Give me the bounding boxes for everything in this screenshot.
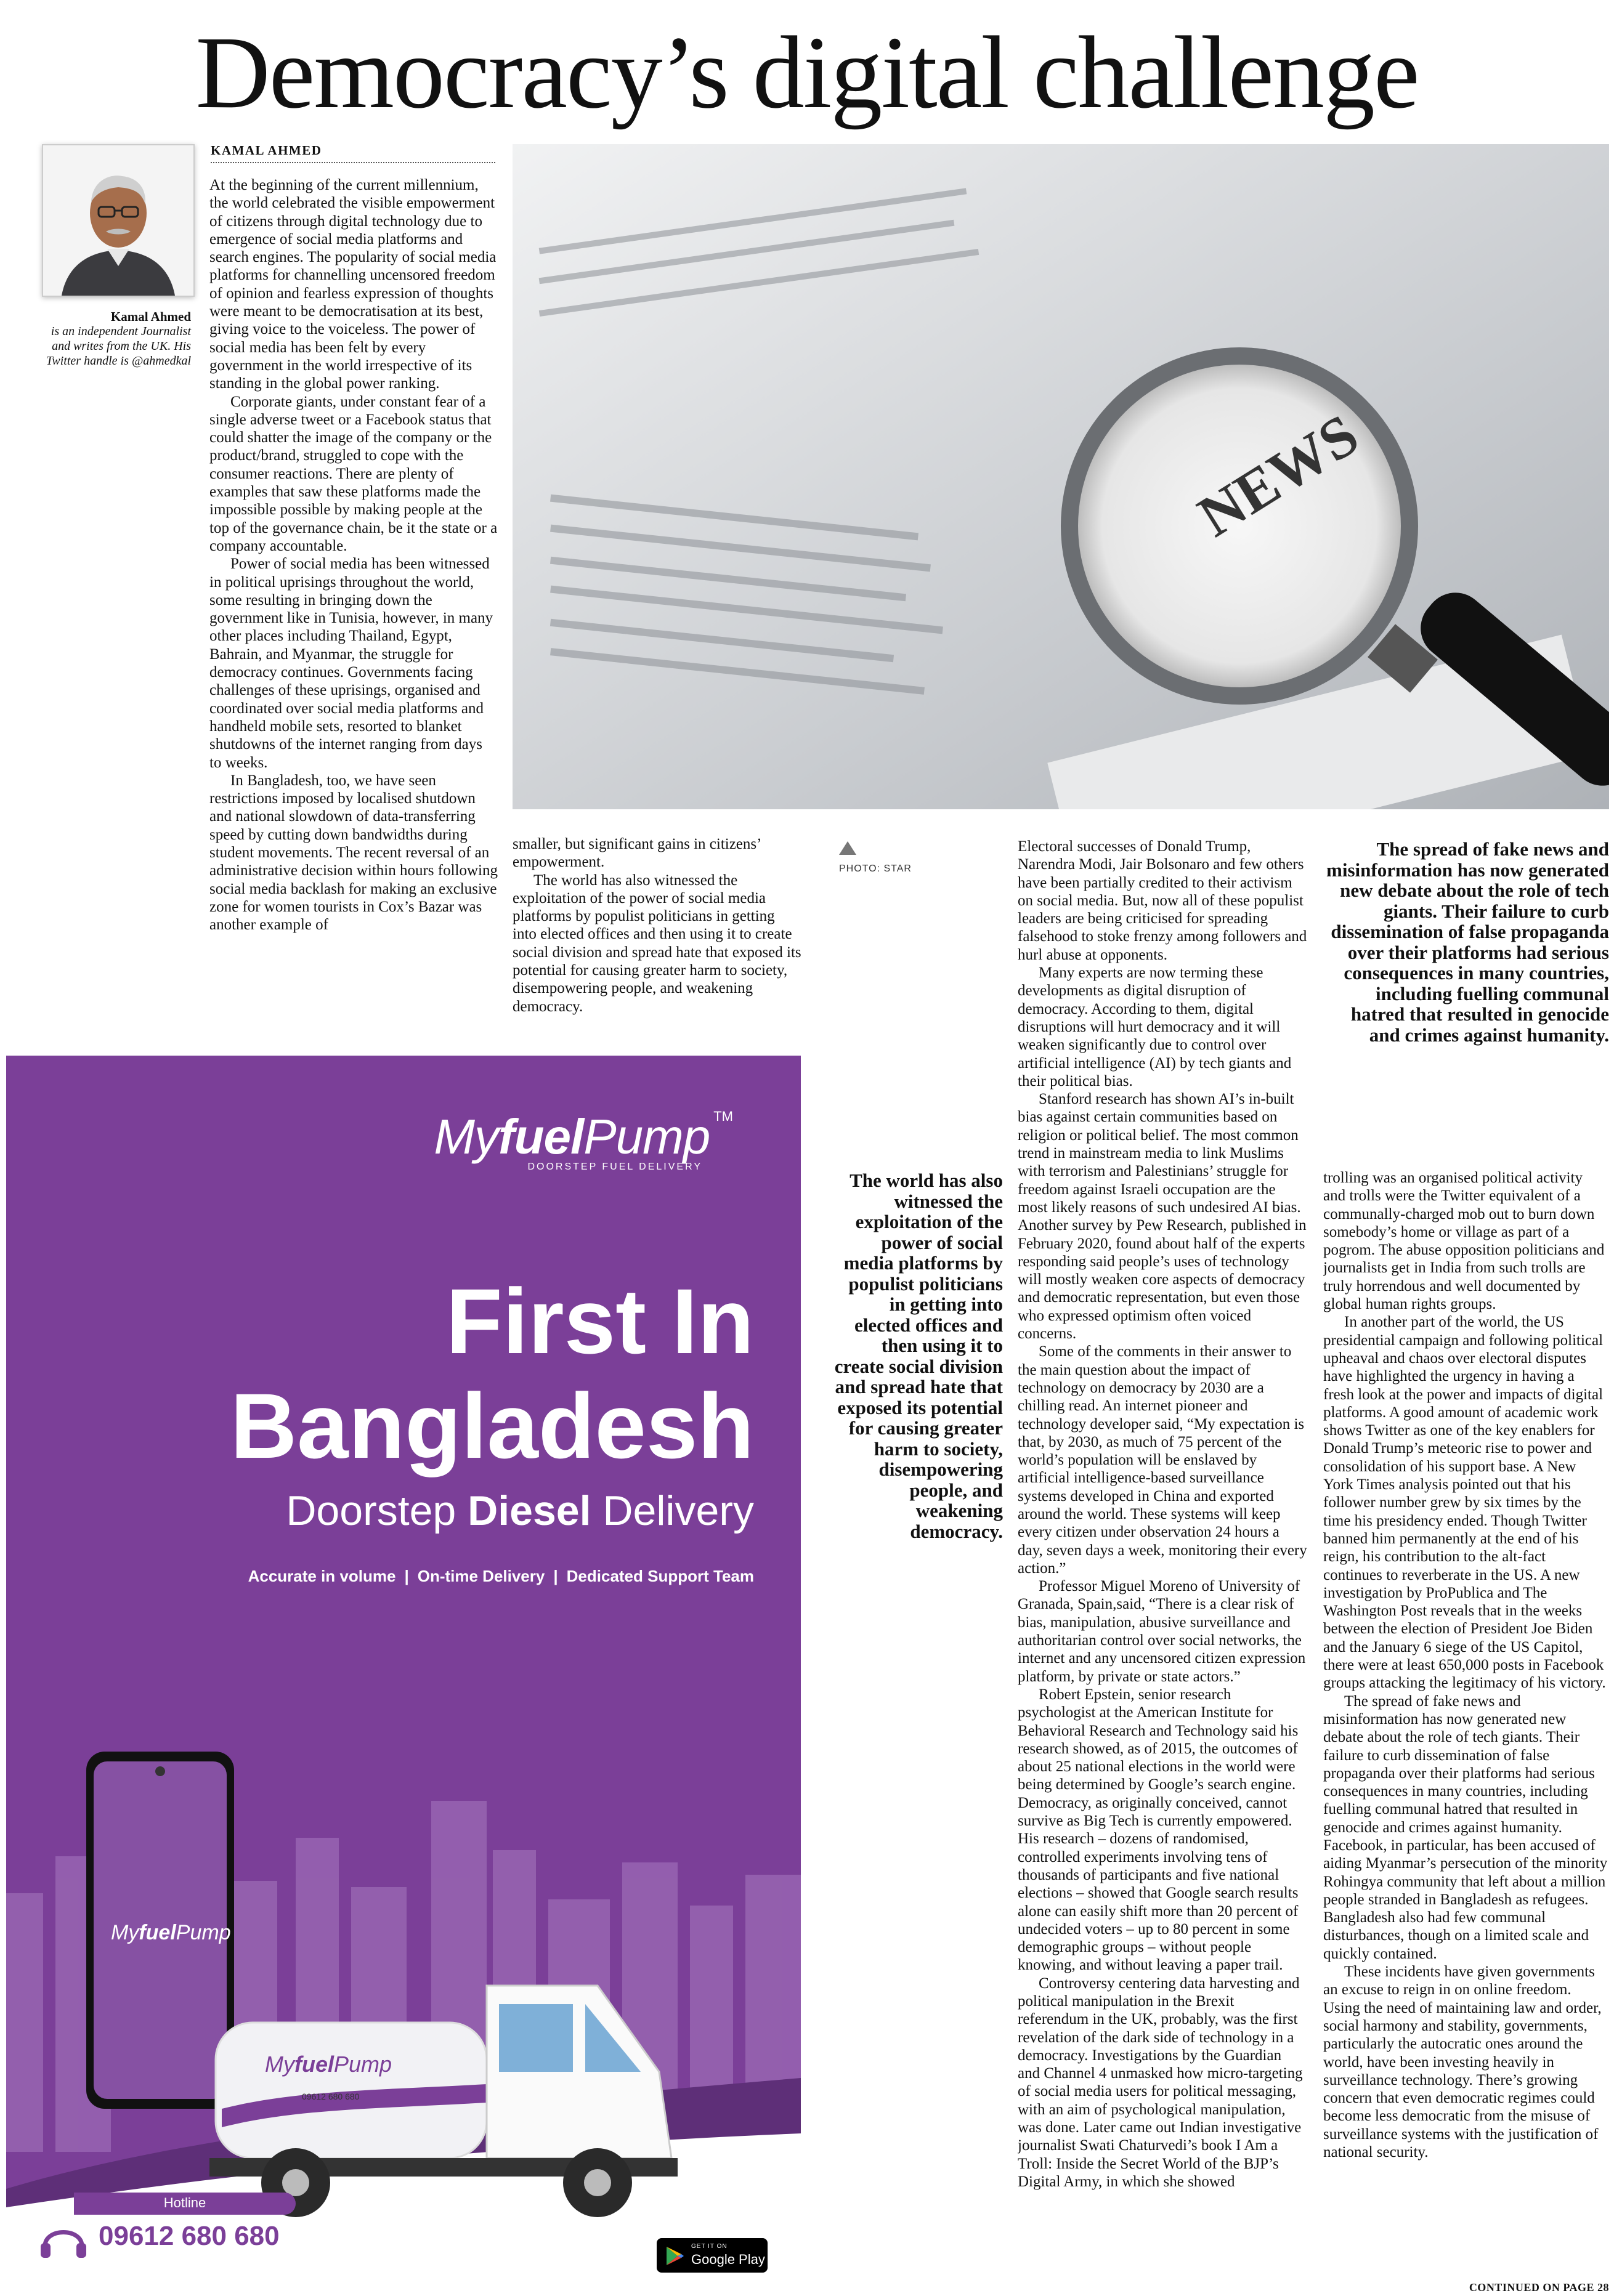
paragraph: Professor Miguel Moreno of University of Granada, Spain,said, “There is a clear risk of bias, manipulation, abusive surveillance and authoritarian control over social networks, the internet and any uncensored citizen expression platform, by private or state actors.” xyxy=(1018,1578,1306,1685)
paragraph: Many experts are now terming these developments as digital disruption of democracy. According to them, digital disruptions will hurt democracy and it will weaken significantly due to control over artificial intelligence (AI) by tech giants and their political bias. xyxy=(1018,964,1292,1089)
author-photo xyxy=(42,144,195,297)
pull-quote-2: The world has also witnessed the exploitation of the power of social media platforms by populist politicians in getting into elected offices and then using it to create social division and spread hate that exposed its potential for causing greater harm to society, disempowering people, and weakening democracy. xyxy=(834,1170,1003,1542)
paragraph: Stanford research has shown AI’s in-built bias against certain communities based on religion or political belief. The most common trend in mainstream media to link Muslims with terrorism and Palestinians’ struggle for freedom against Israeli occupation are the most likely reasons of such undesired AI bias. Another survey by Pew Research, published in February 2020, found about half of the experts responding said people’s uses of technology will mostly weaken core aspects of democracy and democratic representation, but even those who expressed optimism often voiced concerns. xyxy=(1018,1091,1307,1343)
paragraph: Electoral successes of Donald Trump, Narendra Modi, Jair Bolsonaro and few others have been partially credited to their activism on social media. But, now all of these populist leaders are being criticised for spreading falsehood to stoke frenzy among followers and hurl abuse at opponents. xyxy=(1018,838,1307,963)
trademark: TM xyxy=(713,1109,733,1124)
ad-logo xyxy=(434,1109,733,1173)
ad-headline-line-2: Bangladesh xyxy=(230,1374,754,1477)
advertisement xyxy=(6,1056,801,2225)
paragraph: smaller, but significant gains in citizens’ empowerment. xyxy=(513,836,761,871)
author-caption xyxy=(37,309,191,368)
ad-headline-line-1: First In xyxy=(445,1269,754,1373)
paragraph: These incidents have given governments an excuse to reign in on online freedom. Using the need of maintaining law and order, social harmony and stability, governments, particularly the autocratic ones around the world, have been investing heavily in surveillance technology. There’s growing concern that even democratic regimes could become less democratic from the misuse of surveillance systems with the justification of national security. xyxy=(1323,1963,1602,2161)
sub-part-3: Delivery xyxy=(591,1487,754,1534)
headset-icon xyxy=(36,2218,91,2262)
store-name: Google Play xyxy=(691,2252,765,2267)
ad-illustration xyxy=(6,1702,801,2225)
feature-item: Dedicated Support Team xyxy=(566,1567,754,1585)
feature-item: Accurate in volume xyxy=(248,1567,396,1585)
feature-separator: | xyxy=(404,1567,409,1585)
paragraph: At the beginning of the current millennium, the world celebrated the visible empowerment of citizens through digital technology due to emergence of social media platforms and search engines. The popularity of social media platforms for channelling uncensored freedom of opinion and fearless expression of thoughts were meant to be democratisation at its best, giving voice to the voiceless. The power of social media has been felt by every government in the world irrespective of its standing in the global power ranking. xyxy=(209,177,497,392)
paragraph: Robert Epstein, senior research psychologist at the American Institute for Behavioral Research and Technology said his research showed, as of 2015, the outcomes of about 25 national elections in the world were being determined by Google’s search engine. Democracy, as originally conceived, cannot survive as Big Tech is currently empowered. His research – dozens of randomised, controlled experiments involving tens of thousands of participants and five national elections – showed that Google search results alone can easily shift more than 20 percent of undecided voters – up to 80 percent in some demographic groups – without people knowing, and without leaving a paper trail. xyxy=(1018,1686,1299,1974)
sub-part-1: Doorstep xyxy=(286,1487,468,1534)
feature-item: On-time Delivery xyxy=(417,1567,545,1585)
paragraph: Corporate giants, under constant fear of a single adverse tweet or a Facebook status that could shatter the image of the company or the product/brand, struggled to cope with the consumer reactions. There are plenty of examples that saw these platforms made the impossible possible by making people at the top of the governance chain, be it the state or a company accountable. xyxy=(209,393,498,554)
author-portrait xyxy=(43,145,193,296)
triangle-icon xyxy=(839,841,856,855)
article-column-4 xyxy=(1323,1169,1608,2290)
ad-subheadline xyxy=(286,1487,754,1535)
brand-pump: Pump xyxy=(583,1109,710,1164)
author-bio: is an independent Journalist and writes from the UK. His Twitter handle is @ahmedkal xyxy=(46,325,191,368)
paragraph: Controversy centering data harvesting and political manipulation in the Brexit referendum in the UK, probably, was the first revelation of the dark side of technology in a democracy. Investigations by the Guardian and Channel 4 unmasked how micro-targeting of social media users for political messaging, with an aim of psychological manipulation, was done. Later came out Indian investigative journalist Swati Chaturvedi’s book I Am a Troll: Inside the Secret World of the BJP’s Digital Army, in which she showed xyxy=(1018,1975,1303,2190)
photo-credit-text: PHOTO: STAR xyxy=(839,863,912,874)
photo-credit xyxy=(839,841,962,875)
author-name: Kamal Ahmed xyxy=(110,309,191,324)
paragraph: In another part of the world, the US presidential campaign and following political upheaval and chaos over electoral disputes have highlighted the urgency in having a fresh look at the power and impacts of digital platforms. A good amount of academic work shows Twitter as one of the key enablers for Donald Trump’s meteoric rise to power and consolidation of his support base. A New York Times analysis pointed out that his follower number grew by six times by the time his presidency ended. Though Twitter banned him permanently at the end of his reign, his contribution to the alt-fact continues to reverberate in the US. A new investigation by ProPublica and The Washington Post reveals that in the weeks between the election of President Joe Biden and the January 6 siege of the US Capitol, there were at least 650,000 posts in Facebook groups attacking the legitimacy of his victory. xyxy=(1323,1314,1606,1692)
truck-phone: 09612 680 680 xyxy=(302,2092,360,2101)
hotline-number[interactable]: 09612 680 680 xyxy=(99,2221,280,2251)
sub-part-2: Diesel xyxy=(468,1487,591,1534)
hotline xyxy=(6,2193,302,2296)
brand-fuel: fuel xyxy=(498,1109,584,1164)
paragraph: Power of social media has been witnessed in political uprisings throughout the world, some resulting in bringing down the government like in Tunisia, however, in many other places including Thailand, Egypt, Bahrain, and Myanmar, the struggle for democracy continues. Governments facing challenges of these uprisings, organised and coordinated over social media platforms and handheld mobile sets, resorted to blanket shutdowns of the internet ranging from days to weeks. xyxy=(209,556,493,771)
news-photo xyxy=(513,144,1609,809)
phone-brand: MyfuelPump xyxy=(111,1921,231,1944)
play-store-icon xyxy=(665,2245,685,2266)
paragraph: Some of the comments in their answer to the main question about the impact of technology on democracy by 2030 are a chilling read. An internet pioneer and technology developer said, “My expectation is that, by 2030, as much of 75 percent of the world’s population will be enslaved by artificial intelligence-based surveillance systems developed in China and exported around the world. These systems will keep every citizen under observation 24 hours a day, seven days a week, monitoring their every action.” xyxy=(1018,1343,1307,1577)
article-column-2 xyxy=(513,835,802,1032)
hotline-label: Hotline xyxy=(163,2195,206,2210)
paragraph: The world has also witnessed the exploitation of the power of social media platforms by populist politicians in getting into elected offices and then using it to create social division and spread hate that exposed its potential for causing greater harm to society, disempowering people, and weakening democracy. xyxy=(513,871,801,1015)
continued-note: CONTINUED ON PAGE 28 xyxy=(1469,2281,1609,2294)
paragraph: trolling was an organised political activity and trolls were the Twitter equivalent of a communally-charged mob out to burn down somebody’s home or village as part of a pogrom. The abuse opposition politicians and journalists get in India from such trolls are truly horrendous and well documented by global human rights groups. xyxy=(1323,1170,1605,1313)
magnifier-newspaper-image xyxy=(513,144,1609,809)
ad-headline xyxy=(230,1269,754,1478)
store-small-text: GET IT ON xyxy=(691,2243,728,2250)
google-play-badge[interactable] xyxy=(657,2238,768,2273)
paragraph: The spread of fake news and misinformation has now generated new debate about the role of tech giants. Their failure to curb dissemination of false propaganda over their platforms had serious consequences in many countries, including fuelling communal hatred that resulted in genocide and crimes against humanity. Facebook, in particular, has been accused of aiding Myanmar’s persecution of the minority Rohingya community that left about a million people stranded in Bangladesh as refugees. Bangladesh also had few communal disturbances, though on a limited scale and quickly contained. xyxy=(1323,1692,1608,1962)
paragraph: In Bangladesh, too, we have seen restrictions imposed by localised shutdown and national slowdown of data-transferring speed by cutting down bandwidths during student movements. The recent reversal of an administrative decision within hours following social media backlash for making an exclusive zone for women tourists in Cox’s Bazar was another example of xyxy=(209,772,498,934)
pull-quote-1: The spread of fake news and misinformation has now generated new debate about the role of tech giants. Their failure to curb dissemination of false propaganda over their platforms had serious consequences in many countries, including fuelling communal hatred that resulted in genocide and crimes against humanity. xyxy=(1326,838,1609,1046)
ad-features xyxy=(248,1567,754,1586)
headline: Democracy’s digital challenge xyxy=(195,15,1419,130)
feature-separator: | xyxy=(553,1567,558,1585)
news-word: NEWS xyxy=(1186,401,1369,549)
article-column-3 xyxy=(1018,838,1307,2291)
truck-brand: MyfuelPump xyxy=(265,2051,392,2077)
article-column-1 xyxy=(209,176,498,1026)
brand-my: My xyxy=(434,1109,499,1164)
ad-tagline: DOORSTEP FUEL DELIVERY xyxy=(527,1162,702,1172)
byline: KAMAL AHMED xyxy=(211,143,495,163)
